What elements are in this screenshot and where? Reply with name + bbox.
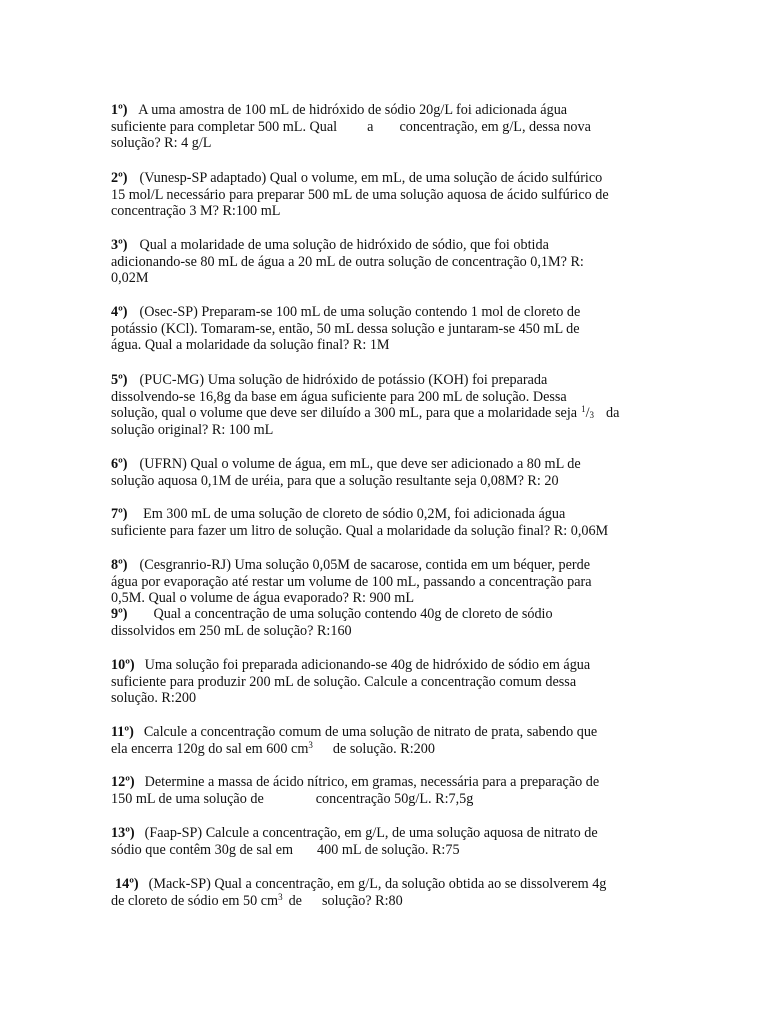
question-text: (Mack-SP) Qual a concentração, em g/L, da solução obtida ao se dissolverem 4g [148,876,607,892]
question-6 [111,456,656,489]
question-text: adicionando-se 80 mL de água a 20 mL de outra solução de concentração 0,1M? R: [111,253,584,270]
question-2 [111,170,656,220]
question-number: 5º) [111,372,128,388]
question-text: concentração 3 M? R:100 mL [111,203,281,219]
question-text: da [606,405,620,421]
question-text: 0,5M. Qual o volume de água evaporado? R: 900 mL [111,590,414,606]
question-number: 3º) [111,237,128,253]
question-text: água. Qual a molaridade da solução final? R: 1M [111,337,390,353]
question-text: (Faap-SP) Calcule a concentração, em g/L, de uma solução aquosa de nitrato de [144,825,598,841]
question-7 [111,506,656,539]
question-number: 2º) [111,170,128,186]
question-text: Calcule a concentração comum de uma solução de nitrato de prata, sabendo que [143,724,598,740]
question-text: solução. R:200 [111,690,197,706]
question-1 [111,102,656,152]
question-text: (UFRN) Qual o volume de água, em mL, que deve ser adicionado a 80 mL de [139,456,581,472]
question-text: 400 mL de solução. R:75 [317,841,460,858]
question-text: A uma amostra de 100 mL de hidróxido de sódio 20g/L foi adicionada água [135,102,568,118]
question-number: 1º) [111,102,128,118]
question-13 [111,825,656,858]
question-text: solução aquosa 0,1M de uréia, para que a solução resultante seja 0,08M? R: 20 [111,472,559,489]
question-3 [111,237,656,287]
question-text: 15 mol/L necessário para preparar 500 mL de uma solução aquosa de ácido sulfúrico de [111,186,609,203]
question-text: sódio que contêm 30g de sal em [111,841,294,858]
fraction-numerator: 1 [581,404,586,414]
question-number: 10º) [111,657,135,673]
question-number: 11º) [111,724,134,740]
question-number: 6º) [111,456,128,472]
question-text: solução? R: 4 g/L [111,135,212,151]
question-text: suficiente para completar 500 mL. Qual [111,118,338,135]
superscript-exponent: 3 [308,739,313,750]
question-text: dissolvidos em 250 mL de solução? R:160 [111,622,352,639]
question-text: Uma solução foi preparada adicionando-se 40g de hidróxido de sódio em água [144,657,591,673]
question-text: (Vunesp-SP adaptado) Qual o volume, em mL, de uma solução de ácido sulfúrico [139,170,603,186]
question-text: (PUC-MG) Uma solução de hidróxido de potássio (KOH) foi preparada [139,372,548,388]
question-text: 0,02M [111,270,149,286]
question-number: 14º) [115,876,139,892]
question-text: Em 300 mL de uma solução de cloreto de sódio 0,2M, foi adicionada água [139,506,566,522]
question-8 [111,557,656,607]
fraction-denominator: 3 [589,410,595,420]
question-text: concentração, em g/L, dessa nova [399,118,591,135]
question-text: suficiente para fazer um litro de solução. Qual a molaridade da solução final? R: 0,06M [111,522,609,539]
question-number: 13º) [111,825,135,841]
question-text: de solução. R:200 [332,740,435,757]
question-text: Qual a concentração de uma solução contendo 40g de cloreto de sódio [153,606,553,622]
question-5: 5º) (PUC-MG) Uma solução de hidróxido de potássio (KOH) foi preparada dissolvendo-se 16,8g da base em água suficiente para 200 mL de solução. Dessa solução, qual o volume que deve ser diluído a 300 mL, para que a molaridade seja $^1/_3$ da solução original? R: 100 mL [111,372,620,438]
question-text: (Cesgranrio-RJ) Uma solução 0,05M de sacarose, contida em um béquer, perde [139,557,591,573]
question-text: solução, qual o volume que deve ser diluído a 300 mL, para que a molaridade seja [111,405,578,421]
question-number: 9º) [111,606,128,622]
question-10 [111,657,656,707]
question-number: 7º) [111,506,128,522]
question-text: de cloreto de sódio em 50 cm [111,892,279,909]
question-text: solução original? R: 100 mL [111,421,274,438]
question-11 [111,724,656,757]
superscript-exponent: 3 [278,891,283,902]
question-text: (Osec-SP) Preparam-se 100 mL de uma solução contendo 1 mol de cloreto de [139,304,581,320]
question-9 [111,606,656,639]
question-text: Qual a molaridade de uma solução de hidróxido de sódio, que foi obtida [139,237,549,253]
question-4 [111,304,656,354]
question-text: suficiente para produzir 200 mL de solução. Calcule a concentração comum dessa [111,673,577,690]
question-text: dissolvendo-se 16,8g da base em água suficiente para 200 mL de solução. Dessa [111,388,567,405]
question-12 [111,774,656,807]
question-text: de [288,892,302,909]
question-text: concentração 50g/L. R:7,5g [315,790,474,807]
question-text: a [367,118,374,135]
question-number: 4º) [111,304,128,320]
question-text: Determine a massa de ácido nítrico, em gramas, necessária para a preparação de [144,774,600,790]
question-text: ela encerra 120g do sal em 600 cm [111,740,309,757]
question-text: 150 mL de uma solução de [111,790,264,807]
question-text: água por evaporação até restar um volume de 100 mL, passando a concentração para [111,573,592,590]
question-text: potássio (KCl). Tomaram-se, então, 50 mL dessa solução e juntaram-se 450 mL de [111,320,580,337]
question-number: 8º) [111,557,128,573]
question-number: 12º) [111,774,135,790]
question-14 [111,876,656,909]
question-text: solução? R:80 [321,892,403,909]
